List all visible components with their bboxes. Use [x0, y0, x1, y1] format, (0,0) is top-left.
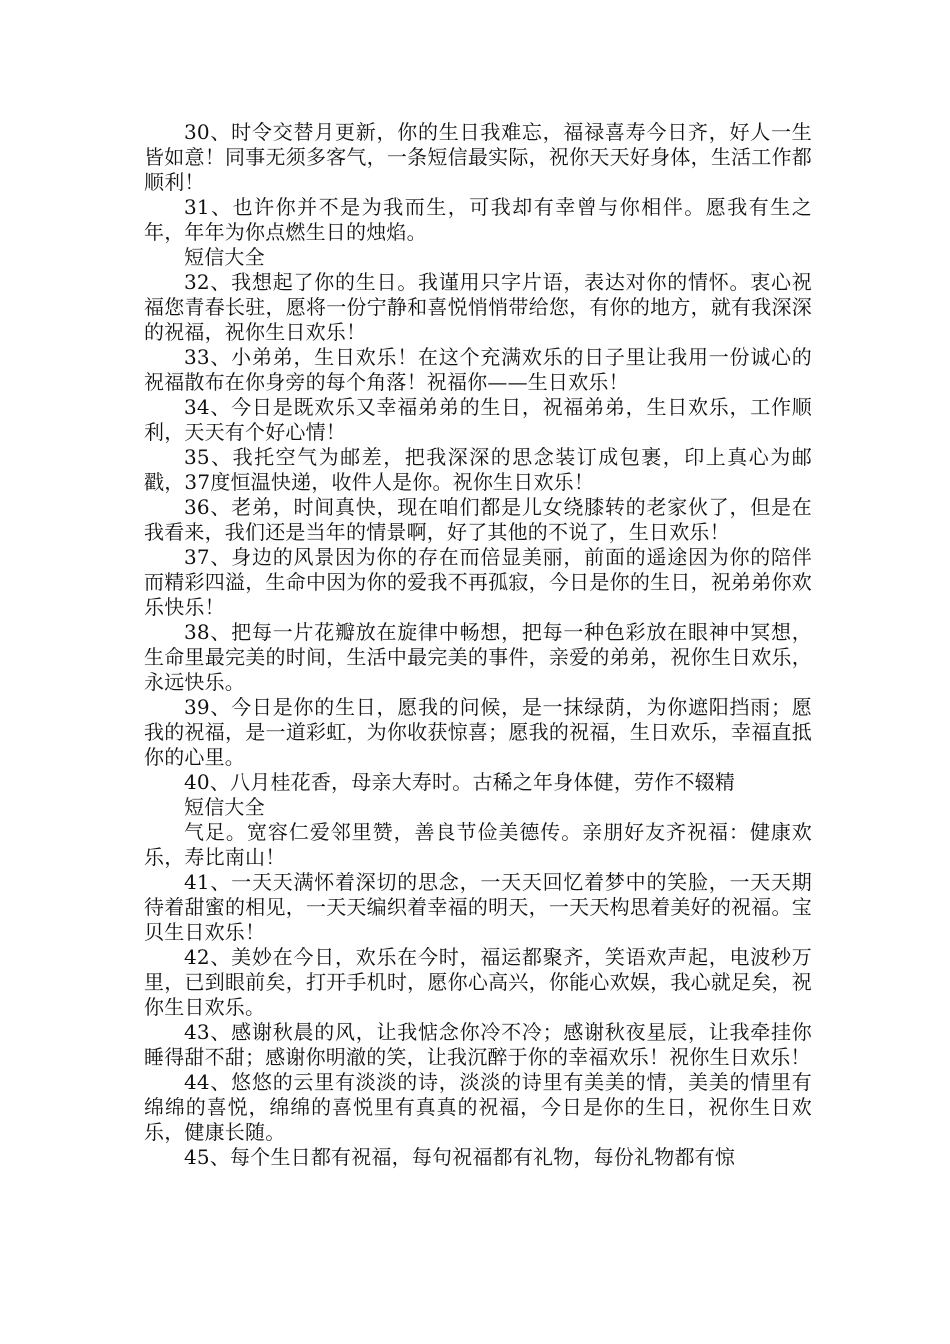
paragraph-36: 36、老弟，时间真快，现在咱们都是儿女绕膝转的老家伙了，但是在我看来，我们还是当年的情景啊，好了其他的不说了，生日欢乐！	[144, 495, 812, 544]
paragraph-42: 42、美妙在今日，欢乐在今时，福运都聚齐，笑语欢声起，电波秒万里，已到眼前矣，打开手机时，愿你心高兴，你能心欢娱，我心就足矣，祝你生日欢乐。	[144, 945, 812, 1019]
paragraph-40-continued: 气足。宽容仁爱邻里赞，善良节俭美德传。亲朋好友齐祝福：健康欢乐，寿比南山！	[144, 820, 812, 869]
paragraph-43: 43、感谢秋晨的风，让我惦念你冷不冷；感谢秋夜星辰，让我牵挂你睡得甜不甜；感谢你明澈的笑，让我沉醉于你的幸福欢乐！祝你生日欢乐！	[144, 1020, 812, 1069]
paragraph-30: 30、时令交替月更新，你的生日我难忘，福禄喜寿今日齐，好人一生皆如意！同事无须多客气，一条短信最实际，祝你天天好身体，生活工作都顺利！	[144, 120, 812, 194]
paragraph-41: 41、一天天满怀着深切的思念，一天天回忆着梦中的笑脸，一天天期待着甜蜜的相见，一天天编织着幸福的明天，一天天构思着美好的祝福。宝贝生日欢乐！	[144, 870, 812, 944]
paragraph-33: 33、小弟弟，生日欢乐！在这个充满欢乐的日子里让我用一份诚心的祝福散布在你身旁的每个角落！祝福你——生日欢乐！	[144, 345, 812, 394]
paragraph-45: 45、每个生日都有祝福，每句祝福都有礼物，每份礼物都有惊	[184, 1145, 736, 1169]
paragraph-40: 40、八月桂花香，母亲大寿时。古稀之年身体健，劳作不辍精	[184, 770, 736, 794]
document-body	[144, 120, 812, 1170]
paragraph-39: 39、今日是你的生日，愿我的问候，是一抹绿荫，为你遮阳挡雨；愿我的祝福，是一道彩虹，为你收获惊喜；愿我的祝福，生日欢乐，幸福直抵你的心里。	[144, 695, 812, 769]
paragraph-37: 37、身边的风景因为你的存在而倍显美丽，前面的遥途因为你的陪伴而精彩四溢，生命中因为你的爱我不再孤寂，今日是你的生日，祝弟弟你欢乐快乐！	[144, 545, 812, 619]
paragraph-35: 35、我托空气为邮差，把我深深的思念装订成包裹，印上真心为邮戳，37度恒温快递，收件人是你。祝你生日欢乐！	[144, 445, 812, 494]
section-label: 短信大全	[184, 245, 265, 269]
paragraph-32: 32、我想起了你的生日。我谨用只字片语，表达对你的情怀。衷心祝福您青春长驻，愿将一份宁静和喜悦悄悄带给您，有你的地方，就有我深深的祝福，祝你生日欢乐！	[144, 270, 812, 344]
paragraph-44: 44、悠悠的云里有淡淡的诗，淡淡的诗里有美美的情，美美的情里有绵绵的喜悦，绵绵的喜悦里有真真的祝福，今日是你的生日，祝你生日欢乐，健康长随。	[144, 1070, 812, 1144]
paragraph-38: 38、把每一片花瓣放在旋律中畅想，把每一种色彩放在眼神中冥想，生命里最完美的时间，生活中最完美的事件，亲爱的弟弟，祝你生日欢乐，永远快乐。	[144, 620, 812, 694]
section-label: 短信大全	[184, 795, 265, 819]
paragraph-34: 34、今日是既欢乐又幸福弟弟的生日，祝福弟弟，生日欢乐，工作顺利，天天有个好心情！	[144, 395, 812, 444]
paragraph-31: 31、也许你并不是为我而生，可我却有幸曾与你相伴。愿我有生之年，年年为你点燃生日的烛焰。	[144, 195, 812, 244]
